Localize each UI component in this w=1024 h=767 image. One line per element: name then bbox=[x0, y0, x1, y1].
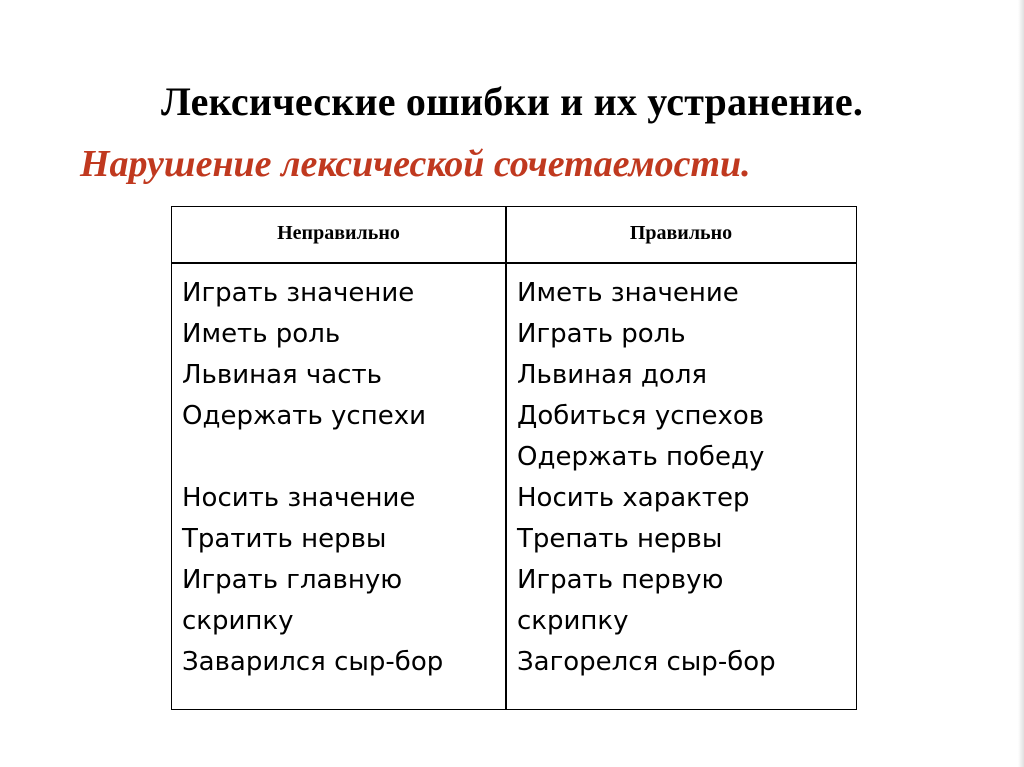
correct-column bbox=[517, 273, 852, 683]
incorrect-line: Играть главную bbox=[182, 565, 403, 595]
incorrect-line: скрипку bbox=[182, 606, 294, 636]
column-divider bbox=[505, 207, 507, 709]
incorrect-line: Иметь роль bbox=[182, 319, 341, 349]
incorrect-line: Тратить нервы bbox=[182, 524, 387, 554]
incorrect-column bbox=[182, 273, 500, 683]
header-incorrect: Неправильно bbox=[277, 222, 400, 244]
header-correct: Правильно bbox=[629, 222, 733, 244]
correct-line: Иметь значение bbox=[517, 278, 739, 308]
incorrect-line: Львиная часть bbox=[182, 360, 382, 390]
slide-subtitle: Нарушение лексической сочетаемости. bbox=[80, 143, 751, 185]
incorrect-line-spacer bbox=[182, 437, 500, 478]
correct-line: Играть роль bbox=[517, 319, 686, 349]
slide-title: Лексические ошибки и их устранение. bbox=[160, 79, 864, 124]
correct-line: скрипку bbox=[517, 606, 629, 636]
correct-line: Играть первую bbox=[517, 565, 724, 595]
correct-line: Одержать победу bbox=[517, 442, 765, 472]
incorrect-line: Заварился сыр-бор bbox=[182, 647, 444, 677]
slide-edge-shadow bbox=[1018, 0, 1024, 767]
header-divider bbox=[172, 262, 856, 264]
correct-line: Добиться успехов bbox=[517, 401, 765, 431]
correct-line: Львиная доля bbox=[517, 360, 708, 390]
correct-line: Загорелся сыр-бор bbox=[517, 647, 776, 677]
incorrect-line: Играть значение bbox=[182, 278, 415, 308]
incorrect-line: Носить значение bbox=[182, 483, 416, 513]
comparison-table bbox=[171, 206, 857, 710]
correct-line: Носить характер bbox=[517, 483, 750, 513]
incorrect-line: Одержать успехи bbox=[182, 401, 426, 431]
correct-line: Трепать нервы bbox=[517, 524, 723, 554]
